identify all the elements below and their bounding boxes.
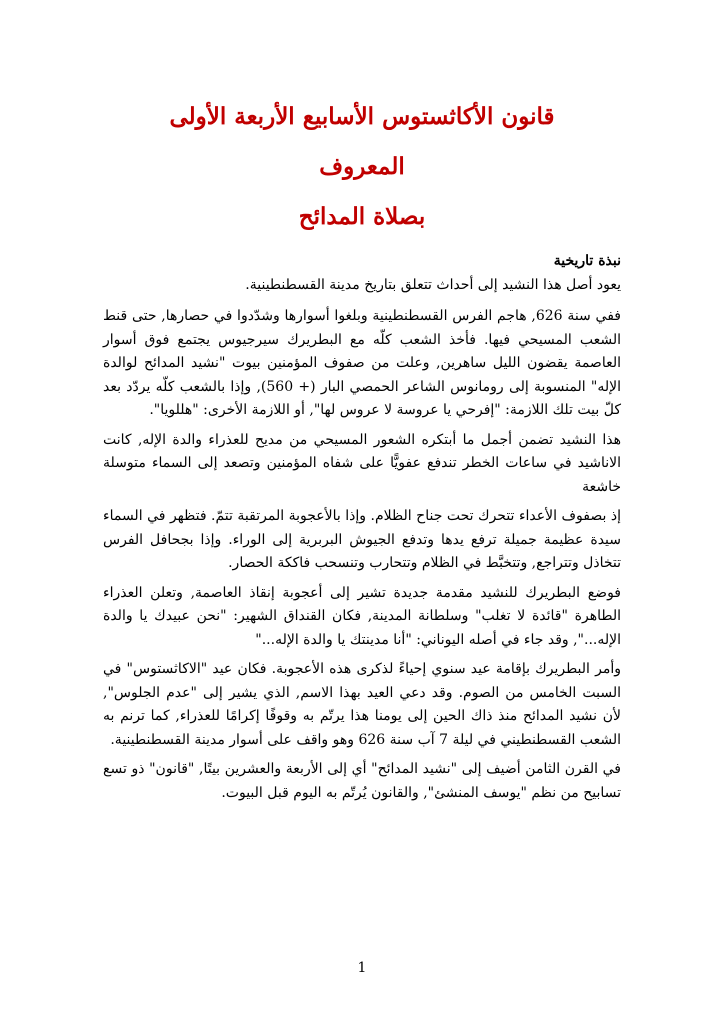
- paragraph-2: ففي سنة 626, هاجم الفرس القسطنطينية وبلغوا أسوارها وشدّدوا في حصارها, حتى قنط الشعب المسيحي فيها. فأخذ الشعب كلّه مع البطريرك سيرجيوس يجتمع فوق أسوار العاصمة يقضون الليل ساهرين, وعلت من صفوف المؤمنين بيوت "نشيد المدائح لوالدة الإله" المنسوبة إلى رومانوس الشاعر الحمصي البار (+ 560), وإذا بالشعب كلّه يردّد بعد كلّ بيت تلك اللازمة: "إفرحي يا عروسة لا عروس لها", أو اللازمة الأخرى: "هللويا".: [103, 308, 622, 418]
- paragraph-5: فوضع البطريرك للنشيد مقدمة جديدة تشير إلى أعجوبة إنقاذ العاصمة, وتعلن العذراء الطاهرة "قائدة لا تغلب" وسلطانة المدينة, فكان القنداق الشهير: "نحن عبيدك يا والدة الإله...", وقد جاء في أصله اليوناني: "أنا مدينتك يا والدة الإله...": [103, 584, 621, 648]
- paragraph-1: يعود أصل هذا النشيد إلى أحداث تتعلق بتاريخ مدينة القسطنطينية.: [245, 276, 621, 293]
- page-number: 1: [357, 960, 367, 976]
- section-heading: نبذة تاريخية: [553, 253, 621, 269]
- title-line-2: المعروف: [319, 153, 405, 180]
- title-line-3: بصلاة المدائح: [298, 203, 426, 230]
- paragraph-6: وأمر البطريرك بإقامة عيد سنوي إحياءً لذكرى هذه الأعجوبة. فكان عيد "الاكاثستوس" في السبت الخامس من الصوم. وقد دعي العيد بهذا الاسم, الذي يشير إلى "عدم الجلوس", لأن نشيد المدائح منذ ذاك الحين إلى يومنا هذا يرتّم به وقوفًا إكرامًا للعذراء, كما ترنم به الشعب القسطنطيني في ليلة 7 آب سنة 626 وهو واقف على أسوار مدينة القسطنطينية.: [103, 661, 621, 748]
- paragraph-4: إذ بصفوف الأعداء تتحرك تحت جناح الظلام. وإذا بالأعجوبة المرتقبة تتمّ. فتظهر في السماء سيدة عظيمة جميلة ترفع يدها وتدفع الجيوش البربرية إلى الوراء. وإذا بجحافل الفرس تتخاذل وتتراجع, وتتخبَّط في الظلام وتتحارب وتنسحب فاككة الحصار.: [103, 508, 621, 571]
- paragraph-7: في القرن الثامن أضيف إلى "نشيد المدائح" أي إلى الأربعة والعشرين بيتًا, "قانون" ذو تسع تسابيح من نظم "يوسف المنشئ", والقانون يُرتّم به اليوم قبل البيوت.: [103, 761, 621, 801]
- document-title: [90, 92, 634, 242]
- title-line-1: قانون الأكاثستوس الأسابيع الأربعة الأولى: [169, 103, 555, 130]
- document-body: [103, 250, 621, 811]
- paragraph-3: هذا النشيد تضمن أجمل ما أبتكره الشعور المسيحي من مديح للعذراء والدة الإله, كانت الاناشيد في ساعات الخطر تندفع عفويًّا على شفاه المؤمنين وتصعد إلى السماء متوسلة خاشعة: [103, 431, 621, 495]
